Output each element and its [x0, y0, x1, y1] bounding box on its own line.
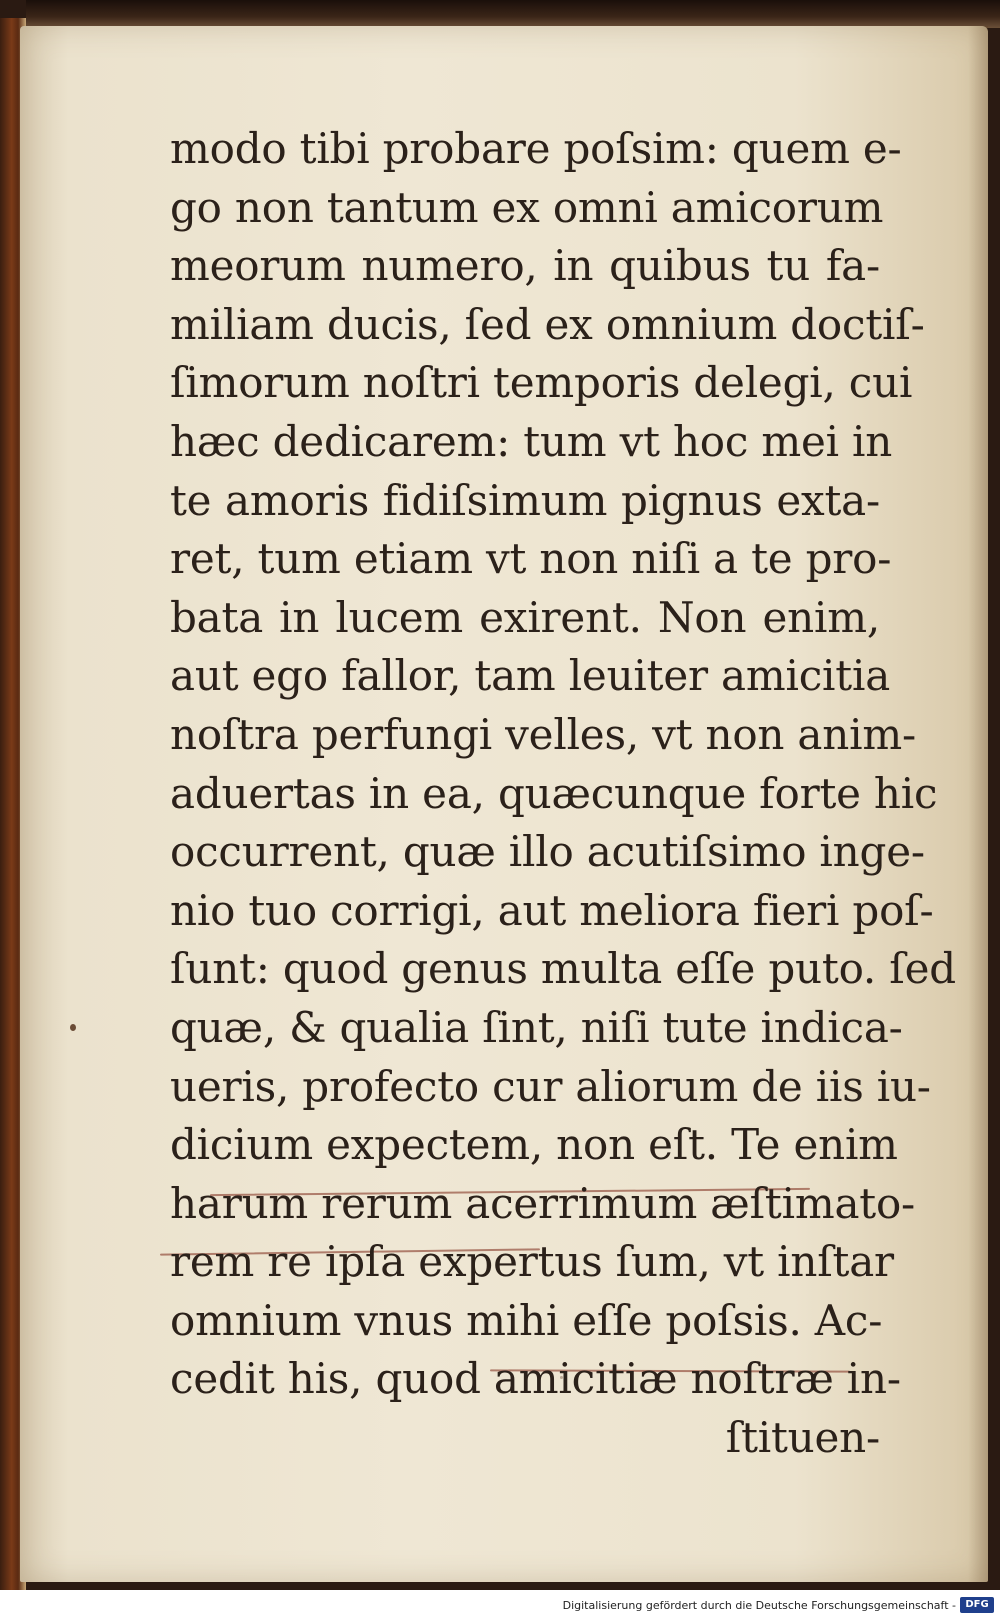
text-line: ſunt: quod genus multa eſſe puto. ſed [170, 944, 956, 994]
book-top-edge [26, 0, 1000, 28]
text-line: rem re ipſa expertus ſum, vt inſtar [170, 1237, 894, 1287]
text-line: go non tantum ex omni amicorum [170, 182, 884, 232]
text-line: aduertas in ea, quæcunque forte hic [170, 768, 938, 818]
catchword: ſtituen- [725, 1413, 880, 1463]
text-line: ſimorum noſtri temporis delegi, cui [170, 358, 913, 408]
text-line: dicium expectem, non eſt. Te enim [170, 1120, 898, 1170]
text-line: occurrent, quæ illo acutiſsimo inge- [170, 827, 925, 877]
text-line: nio tuo corrigi, aut meliora fieri poſ- [170, 885, 934, 935]
text-line: meorum numero, in quibus tu fa- [170, 241, 880, 291]
text-line: omnium vnus mihi eſſe poſsis. Ac- [170, 1295, 883, 1345]
text-line: hæc dedicarem: tum vt hoc mei in [170, 416, 893, 466]
text-line: harum rerum acerrimum æſtimato- [170, 1178, 916, 1228]
footer-bar [0, 1590, 1000, 1623]
text-line: te amoris fidiſsimum pignus exta- [170, 475, 880, 525]
book-page [20, 26, 988, 1582]
text-line: aut ego fallor, tam leuiter amicitia [170, 651, 891, 701]
digitization-credit: Digitalisierung gefördert durch die Deutsche Forschungsgemeinschaft - [562, 1599, 956, 1612]
text-line: bata in lucem exirent. Non enim, [170, 592, 880, 642]
page-shadow [968, 26, 988, 1582]
page-text [170, 120, 956, 1468]
text-line: noſtra perfungi velles, vt non anim- [170, 709, 916, 759]
dfg-logo-icon: DFG [960, 1597, 994, 1613]
text-line: miliam ducis, ſed ex omnium doctiſ- [170, 299, 925, 349]
text-line: cedit his, quod amicitiæ noſtræ in- [170, 1354, 901, 1404]
text-line: quæ, & qualia ſint, niſi tute indica- [170, 1002, 903, 1052]
text-line: modo tibi probare poſsim: quem e- [170, 124, 902, 173]
text-line: ret, tum etiam vt non niſi a te pro- [170, 534, 892, 584]
text-line: ueris, profecto cur aliorum de iis iu- [170, 1061, 931, 1111]
ink-speck [70, 1024, 76, 1031]
